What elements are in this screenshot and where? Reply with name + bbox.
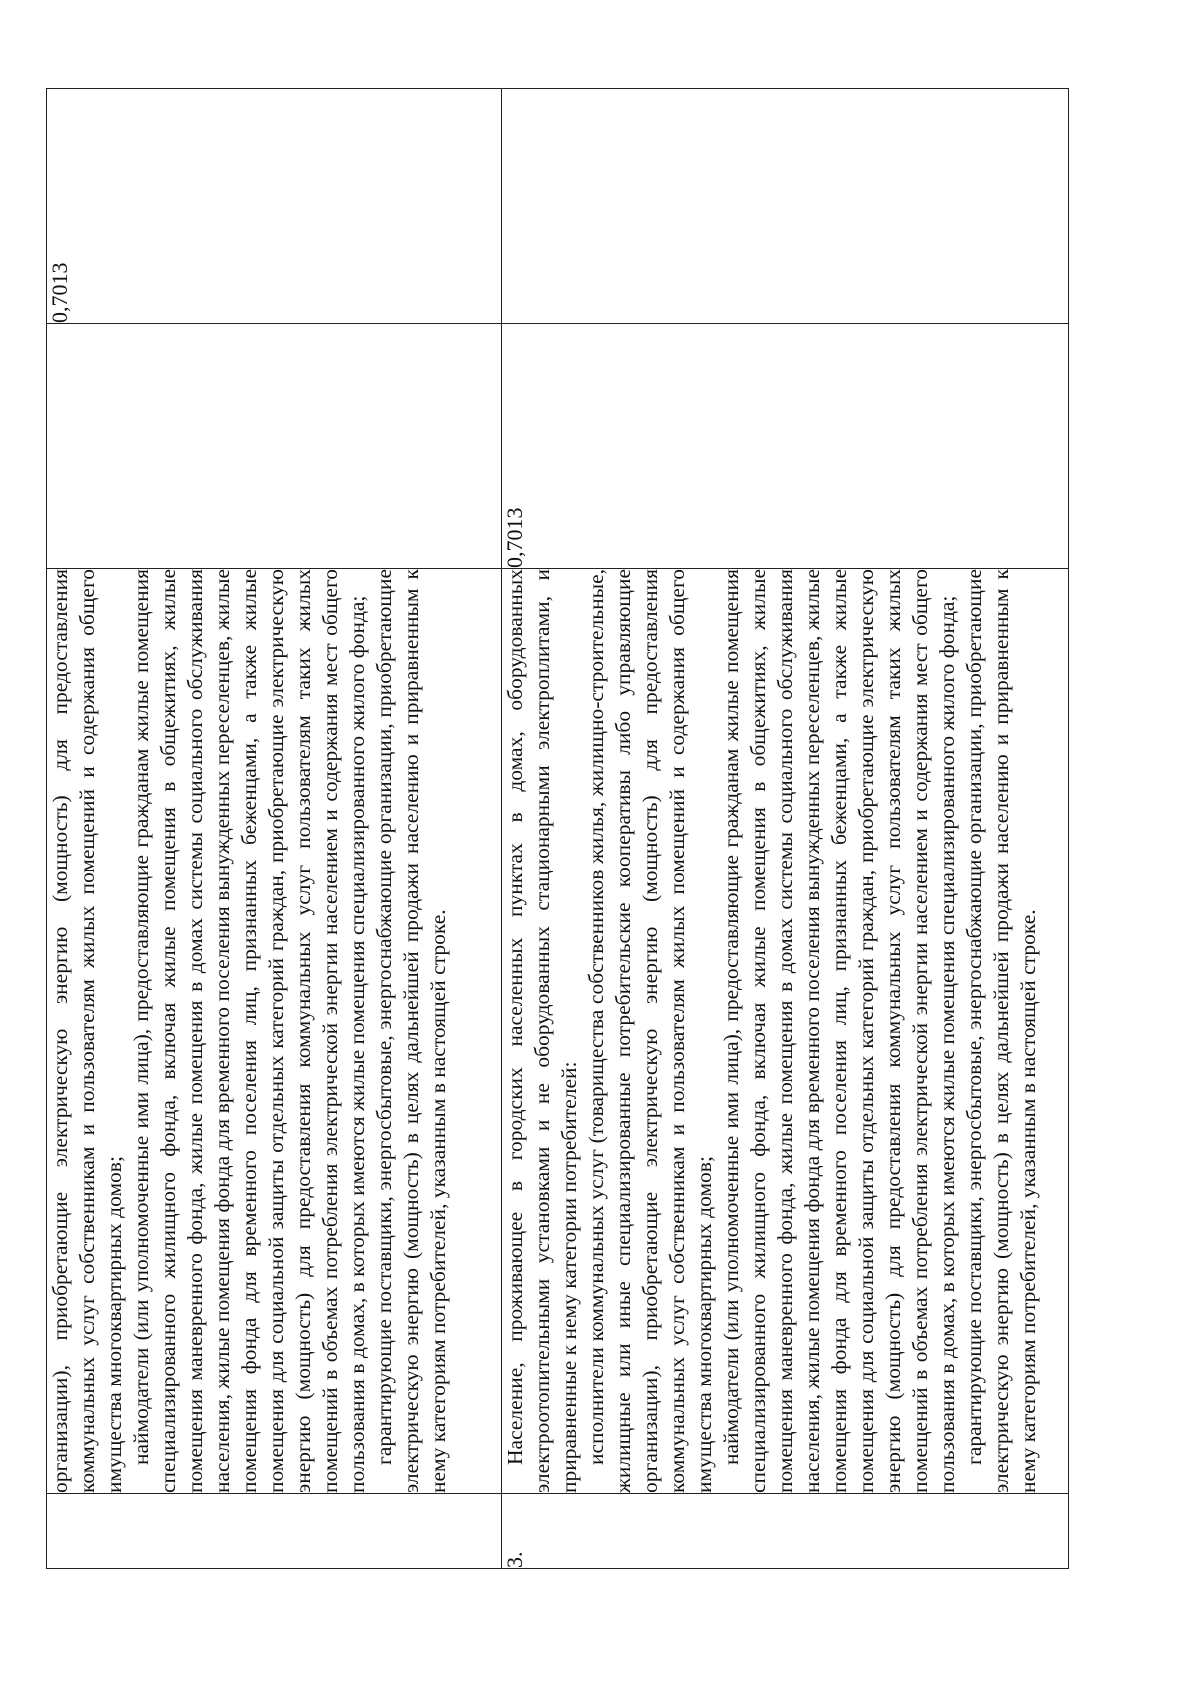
rotated-document <box>46 89 1068 1569</box>
row-number-cell <box>502 1494 1069 1569</box>
value-cell-2 <box>47 89 502 324</box>
paragraph: организации), приобретающие электрическую энергию (мощность) для предоставления коммунальных услуг собственникам и пользователям жилых помещений и содержания общего имущества многоквартирных домов; <box>48 569 126 1493</box>
consumer-category-cell <box>47 569 502 1494</box>
row-number-cell <box>47 1494 502 1569</box>
paragraph: гарантирующие поставщики, энергосбытовые, энергоснабжающие организации, приобретающие электрическую энергию (мощность) в целях дальнейшей продажи населению и приравненным к нему категориям потребителей, указанным в настоящей строке. <box>962 569 1040 1493</box>
paragraph: исполнители коммунальных услуг (товарищества собственников жилья, жилищно-строительные, жилищные или иные специализированные потребительские кооперативы либо управляющие организации), приобретающие электрическую энергию (мощность) для предоставления коммунальных услуг собственникам и пользователям жилых помещений и содержания общего имущества многоквартирных домов; <box>584 569 716 1493</box>
value-cell-1 <box>502 324 1069 569</box>
tariff-value: 0,7013 <box>502 507 527 568</box>
paragraph: наймодатели (или уполномоченные ими лица), предоставляющие гражданам жилые помещения специализированного жилищного фонда, включая жилые помещения в общежитиях, жилые помещения маневренного фонда, жилые помещения в домах системы социального обслуживания населения, жилые помещения фонда для временного поселения вынужденных переселенцев, жилые помещения фонда для временного поселения лиц, признанных беженцами, а также жилые помещения для социальной защиты отдельных категорий граждан, приобретающие электрическую энергию (мощность) для предоставления коммунальных услуг пользователям таких жилых помещений в объемах потребления электрической энергии населением и содержания мест общего пользования в домах, в которых имеются жилые помещения специализированного жилого фонда; <box>129 569 369 1493</box>
table-row <box>502 89 1069 1569</box>
tariff-table <box>46 88 1069 1569</box>
paragraph: наймодатели (или уполномоченные ими лица), предоставляющие гражданам жилые помещения специализированного жилищного фонда, включая жилые помещения в общежитиях, жилые помещения маневренного фонда, жилые помещения в домах системы социального обслуживания населения, жилые помещения фонда для временного поселения вынужденных переселенцев, жилые помещения фонда для временного поселения лиц, признанных беженцами, а также жилые помещения для социальной защиты отдельных категорий граждан, приобретающие электрическую энергию (мощность) для предоставления коммунальных услуг пользователям таких жилых помещений в объемах потребления электрической энергии населением и содержания мест общего пользования в домах, в которых имеются жилые помещения специализированного жилого фонда; <box>719 569 959 1493</box>
row-number: 3. <box>502 1551 527 1568</box>
tariff-value: 0,7013 <box>47 262 72 323</box>
value-cell-1 <box>47 324 502 569</box>
paragraph: Население, проживающее в городских населенных пунктах в домах, оборудованных электроотопительными установками и не оборудованных стационарными электроплитами, и приравненные к нему категории потребителей: <box>503 569 581 1493</box>
value-cell-2 <box>502 89 1069 324</box>
paragraph: гарантирующие поставщики, энергосбытовые, энергоснабжающие организации, приобретающие электрическую энергию (мощность) в целях дальнейшей продажи населению и приравненным к нему категориям потребителей, указанным в настоящей строке. <box>372 569 450 1493</box>
table-row <box>47 89 502 1569</box>
consumer-category-cell <box>502 569 1069 1494</box>
